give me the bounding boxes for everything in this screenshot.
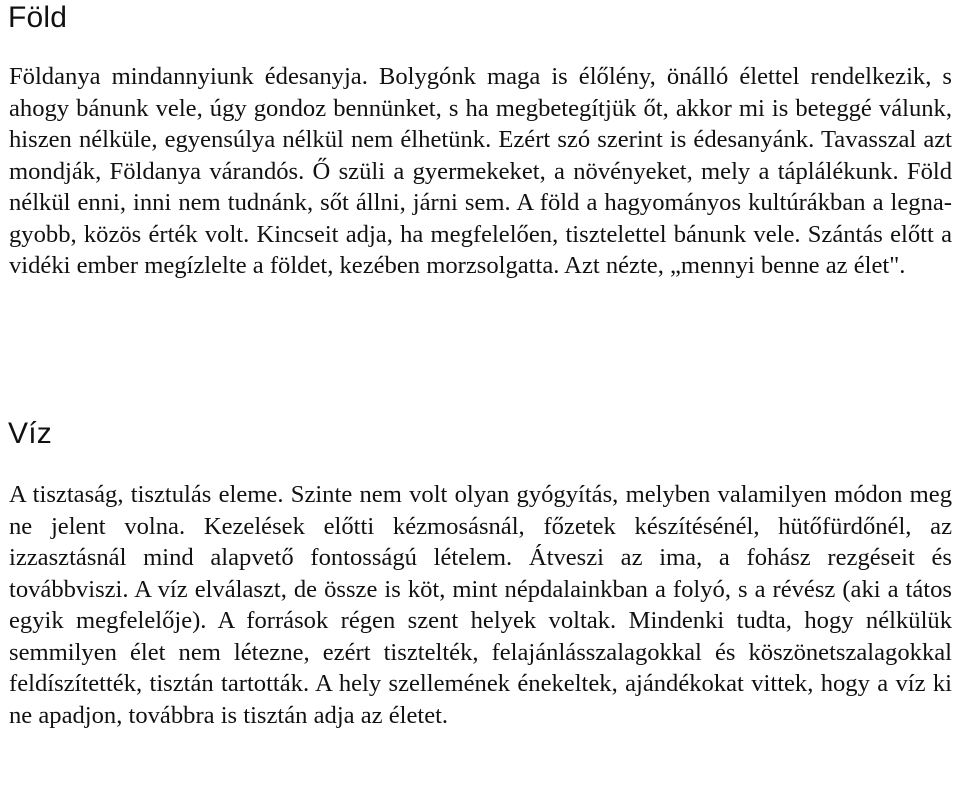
section-title-fold: Föld [8,1,68,34]
section-paragraph-fold: Földanya mindannyiunk édesanyja. Bolygónk maga is élőlény, önálló élettel rendelkezik, s ahogy bánunk vele, úgy gondoz bennünket, s ha megbetegítjük őt, akkor mi is beteggé válunk, hiszen nélküle, egyensúlya nélkül nem élhetünk. Ezért szó szerint is édesanyánk. Tavasszal azt mondják, Földanya várandós. Ő szüli a gyermekeket, a növényeket, mely a táplálékunk. Föld nélkül enni, inni nem tudnánk, sőt állni, járni sem. A föld a hagyományos kultúrákban a legnagyobb, közös érték volt. Kincseit adja, ha megfelelően, tisztelettel bánunk vele. Szántás előtt a vidéki ember megízlelte a földet, kezében morzsolgatta. Azt nézte, „mennyi benne az élet". [9,63,952,279]
section-paragraph-viz: A tisztaság, tisztulás eleme. Szinte nem volt olyan gyógyítás, melyben valamilyen módon meg ne jelent volna. Kezelések előtti kézmosásnál, főzetek készítésénél, hütőfürdőnél, az izzasztásnál mind alapvető fontosságú lételem. Átveszi az ima, a fohász rezgéseit és továbbviszi. A víz elválaszt, de össze is köt, mint népdalainkban a folyó, s a révész (aki a tátos egyik megfelelője). A források régen szent helyek voltak. Mindenki tudta, hogy nélkülük semmilyen élet nem létezne, ezért tisztelték, felajánlásszalagokkal és köszönetszalagokkal feldíszítették, tisztán tartották. A hely szellemének énekeltek, ajándékokat vittek, hogy a víz ki ne apadjon, továbbra is tisztán adja az életet. [9,481,952,729]
section-title-viz: Víz [8,417,52,450]
